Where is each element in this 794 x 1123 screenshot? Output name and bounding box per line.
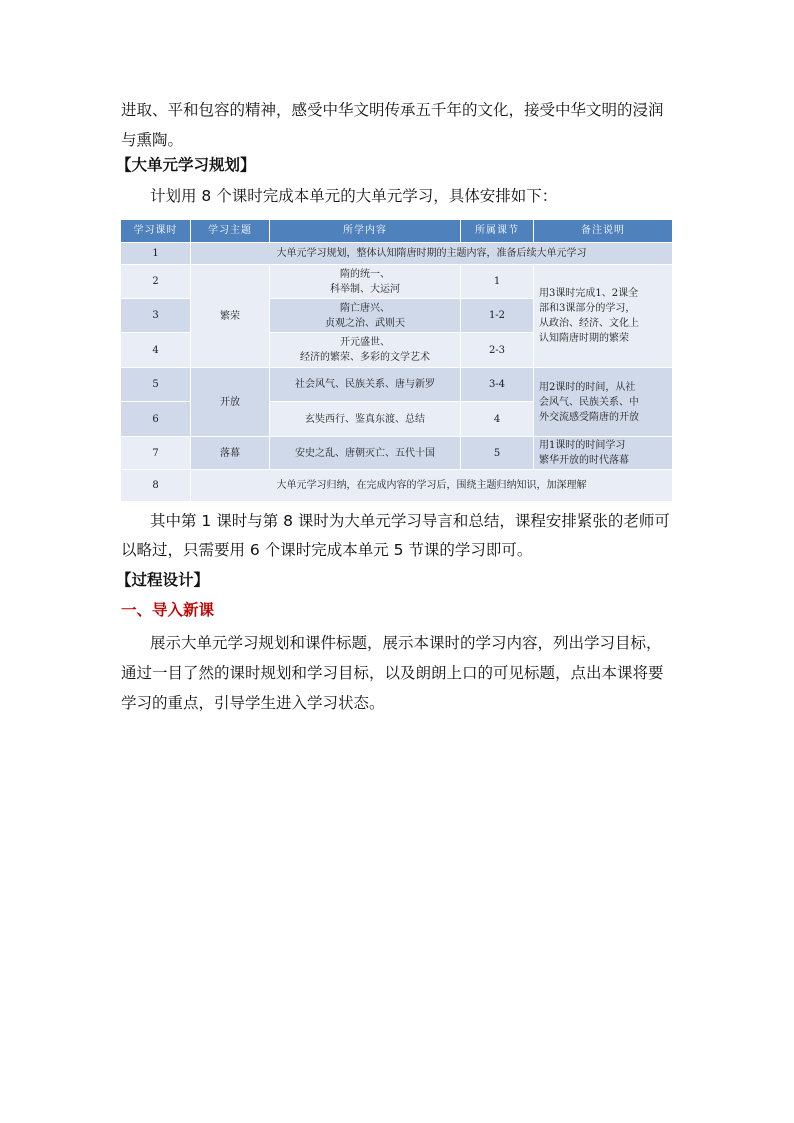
session-cell: 8 xyxy=(121,470,191,502)
theme-cell: 落幕 xyxy=(191,437,270,470)
table-header-row xyxy=(121,220,673,243)
content-cell xyxy=(270,333,461,368)
note-line: 部和3课部分的学习， xyxy=(539,303,636,315)
session-cell: 6 xyxy=(121,402,191,437)
after-table-line-1: 其中第 1 课时与第 8 课时为大单元学习导言和总结，课程安排紧张的老师可 xyxy=(150,512,670,530)
theme-cell: 繁荣 xyxy=(191,265,270,368)
session-cell: 2 xyxy=(121,265,191,299)
note-cell xyxy=(534,265,673,368)
content-line: 开元盛世、 xyxy=(340,337,390,349)
session-cell: 7 xyxy=(121,437,191,470)
session-cell: 5 xyxy=(121,368,191,402)
lesson-cell: 3-4 xyxy=(461,368,534,402)
table-row xyxy=(121,368,673,402)
note-cell xyxy=(534,368,673,437)
note-line: 外交流感受隋唐的开放 xyxy=(539,411,639,423)
lesson-cell: 5 xyxy=(461,437,534,470)
content-cell: 大单元学习规划，整体认知隋唐时期的主题内容，准备后续大单元学习 xyxy=(191,242,673,265)
lesson-cell: 4 xyxy=(461,402,534,437)
content-line: 科举制、大运河 xyxy=(330,283,400,295)
planning-intro: 计划用 8 个课时完成本单元的大单元学习，具体安排如下： xyxy=(150,187,558,205)
table-row xyxy=(121,242,673,265)
content-cell: 大单元学习归纳，在完成内容的学习后，围绕主题归纳知识，加深理解 xyxy=(191,470,673,502)
note-cell xyxy=(534,437,673,470)
header-content: 所学内容 xyxy=(270,220,461,243)
process-para-line-1: 展示大单元学习规划和课件标题，展示本课时的学习内容，列出学习目标， xyxy=(150,634,662,652)
plan-table xyxy=(120,219,673,502)
section-heading-process: 【过程设计】 xyxy=(116,571,210,589)
session-cell: 1 xyxy=(121,242,191,265)
content-line: 隋的统一、 xyxy=(340,268,390,280)
header-lesson: 所属课节 xyxy=(461,220,534,243)
content-line: 贞观之治、武则天 xyxy=(325,317,405,329)
note-line: 从政治、经济、文化上 xyxy=(539,318,639,330)
content-cell xyxy=(270,299,461,333)
content-cell: 安史之乱、唐朝灭亡、五代十国 xyxy=(270,437,461,470)
header-note: 备注说明 xyxy=(534,220,673,243)
header-theme: 学习主题 xyxy=(191,220,270,243)
table-row xyxy=(121,265,673,299)
table-row xyxy=(121,470,673,502)
content-line: 经济的繁荣、多彩的文学艺术 xyxy=(300,352,430,364)
note-line: 认知隋唐时期的繁荣 xyxy=(539,333,629,345)
content-line: 隋亡唐兴、 xyxy=(340,302,390,314)
content-cell xyxy=(270,265,461,299)
note-line: 繁华开放的时代落幕 xyxy=(539,455,629,467)
session-cell: 4 xyxy=(121,333,191,368)
intro-line-2: 与熏陶。 xyxy=(121,131,184,149)
session-cell: 3 xyxy=(121,299,191,333)
content-cell: 社会风气、民族关系、唐与新罗 xyxy=(270,368,461,402)
after-table-line-2: 以略过，只需要用 6 个课时完成本单元 5 节课的学习即可。 xyxy=(121,541,533,559)
note-line: 用1课时的时间学习 xyxy=(539,440,626,452)
content-cell: 玄奘西行、鉴真东渡、总结 xyxy=(270,402,461,437)
intro-line-1: 进取、平和包容的精神，感受中华文明传承五千年的文化，接受中华文明的浸润 xyxy=(121,101,664,119)
note-line: 用3课时完成1、2课全 xyxy=(539,288,639,300)
table-row xyxy=(121,437,673,470)
sub-heading-intro: 一、导入新课 xyxy=(121,601,215,619)
section-heading-planning: 【大单元学习规划】 xyxy=(116,156,256,174)
process-para-line-2: 通过一目了然的课时规划和学习目标，以及朗朗上口的可见标题，点出本课将要 xyxy=(121,664,664,682)
lesson-cell: 1-2 xyxy=(461,299,534,333)
process-para-line-3: 学习的重点，引导学生进入学习状态。 xyxy=(121,694,385,712)
lesson-cell: 2-3 xyxy=(461,333,534,368)
theme-cell: 开放 xyxy=(191,368,270,437)
note-line: 用2课时的时间，从社 xyxy=(539,381,636,393)
header-session: 学习课时 xyxy=(121,220,191,243)
note-line: 会风气、民族关系、中 xyxy=(539,396,639,408)
lesson-cell: 1 xyxy=(461,265,534,299)
